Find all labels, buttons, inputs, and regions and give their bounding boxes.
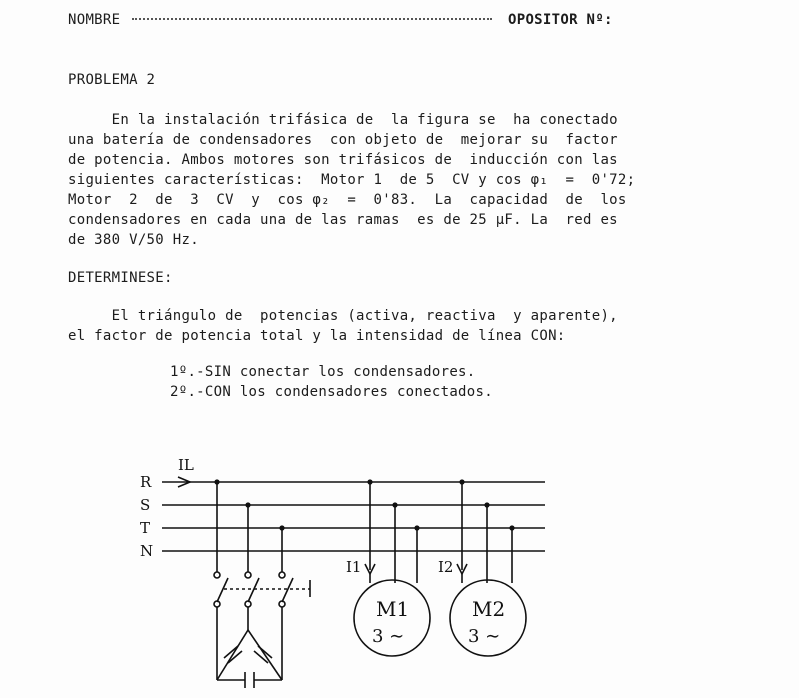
statement-line: de 380 V/50 Hz. <box>68 232 199 248</box>
motor-1-rating: 3 ∼ <box>372 626 405 647</box>
question-line: el factor de potencia total y la intensidad de línea CON: <box>68 328 566 344</box>
statement-line: de potencia. Ambos motores son trifásicos de inducción con las <box>68 152 618 168</box>
circuit-diagram <box>120 440 560 690</box>
nombre-label: NOMBRE <box>68 12 121 28</box>
line-t-label: T <box>140 519 151 537</box>
motor-2-name: M2 <box>472 597 506 621</box>
line-n-label: N <box>140 542 154 560</box>
statement-line: Motor 2 de 3 CV y cos φ₂ = 0'83. La capacidad de los <box>68 192 627 208</box>
opositor-label: OPOSITOR Nº: <box>508 12 613 28</box>
motor-2-current-label: I2 <box>438 558 454 576</box>
motor-2-rating: 3 ∼ <box>468 626 501 647</box>
line-r-label: R <box>140 473 152 491</box>
statement-line: condensadores en cada una de las ramas es de 25 μF. La red es <box>68 212 618 228</box>
motor-1-name: M1 <box>376 597 410 621</box>
problem-title: PROBLEMA 2 <box>68 72 156 88</box>
question-line: El triángulo de potencias (activa, reactiva y aparente), <box>68 308 618 324</box>
motor-1-current-label: I1 <box>346 558 362 576</box>
statement-line: En la instalación trifásica de la figura se ha conectado <box>68 112 618 128</box>
case-item: 1º.-SIN conectar los condensadores. <box>170 364 476 380</box>
case-item: 2º.-CON los condensadores conectados. <box>170 384 493 400</box>
determinese-heading: DETERMINESE: <box>68 270 173 286</box>
statement-line: una batería de condensadores con objeto de mejorar su factor <box>68 132 618 148</box>
statement-line: siguientes características: Motor 1 de 5 CV y cos φ₁ = 0'72; <box>68 172 636 188</box>
line-current-label: IL <box>178 456 194 474</box>
line-s-label: S <box>140 496 151 514</box>
name-blank-field <box>132 18 492 20</box>
